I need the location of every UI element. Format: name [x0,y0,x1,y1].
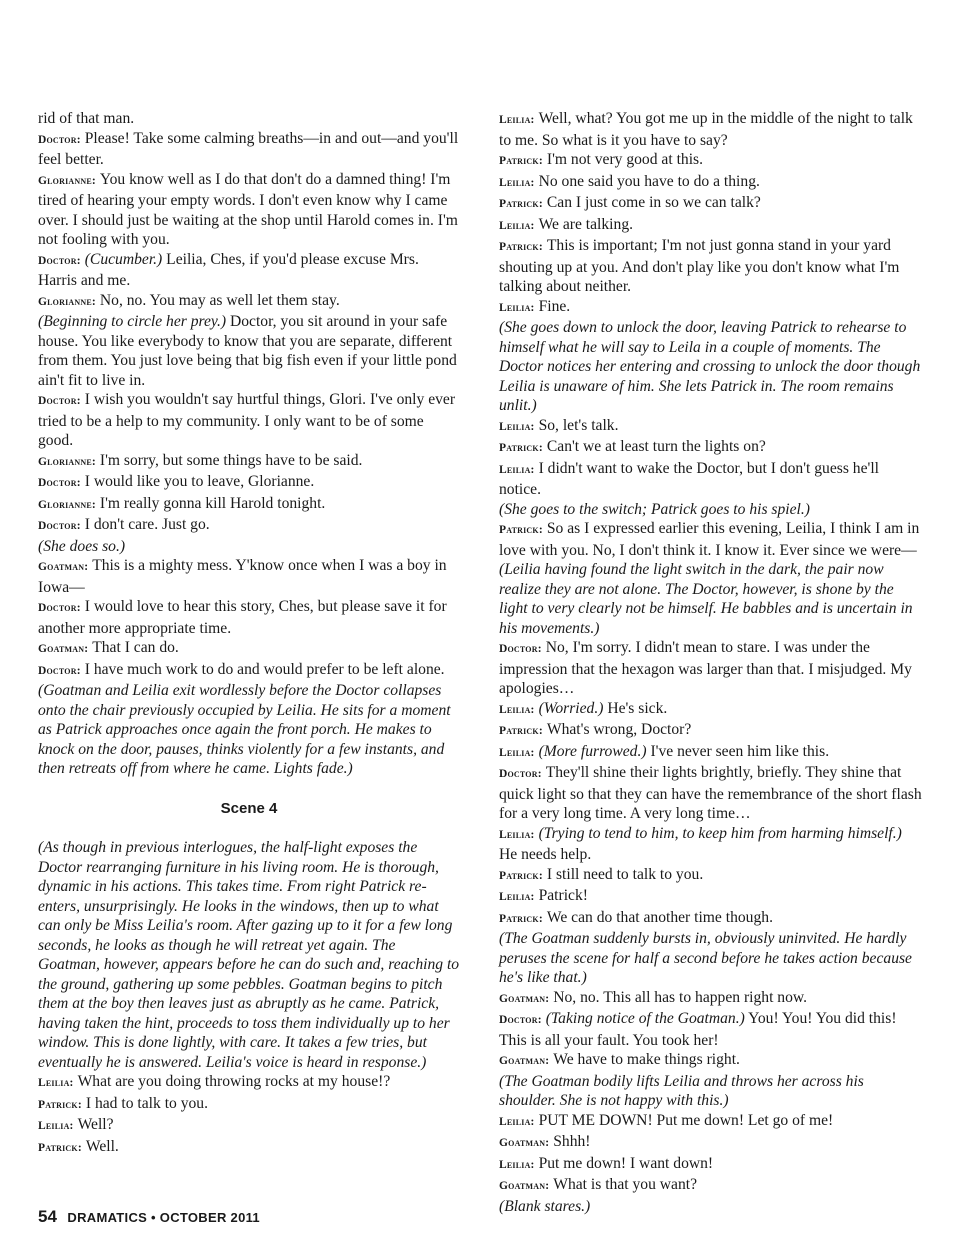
speaker-name: Patrick: [499,725,543,737]
speaker-name: Goatman: [499,1137,550,1149]
speaker-name: Doctor: [38,254,81,267]
stage-direction: (Trying to tend to him, to keep him from harming himself.) [538,824,902,842]
speaker-name: Glorianne: [38,295,96,308]
scene-heading: Scene 4 [220,799,278,817]
stage-direction: (Goatman and Leilia exit wordlessly before the Doctor collapses onto the chair previously occupied by Leilia. He sits for a moment as Patrick approaches once again the front porch. He makes to knock on the door, pauses, thinks violently for a few instants, and then retreats off from where he came. Lights fade.) [38,682,451,777]
dialogue-text: Well? [77,1116,114,1133]
speaker-name: Patrick: [499,869,543,882]
script-line [499,500,923,520]
left-script-block [38,109,460,779]
dialogue-text: This is a mighty mess. Y'know once when I was a boy in Iowa— [38,557,447,596]
dialogue-text: We are talking. [538,215,634,233]
dialogue-text: No one said you have to do a thing. [538,172,760,190]
dialogue-text: I would love to hear this story, Ches, but please save it for another more appropriate time. [38,598,447,637]
dialogue-text: Well, what? You got me up in the middle of the night to talk to me. So what is it you have to say? [499,110,913,149]
script-line [38,597,460,638]
dialogue-text: Put me down! I want down! [538,1154,714,1172]
stage-direction: (Leilia having found the light switch in the dark, the pair now realize they are not alone. The Doctor, however, is shone by the light to very clearly not be himself. He babbles and is uncertain in his movements.) [499,561,913,637]
stage-direction: (The Goatman suddenly bursts in, obviously uninvited. He hardly peruses the scene for half a second before he takes action because he's like that.) [499,930,912,986]
speaker-name: Doctor: [499,643,542,655]
script-line [38,681,460,779]
script-line [38,170,460,250]
script-line [38,838,460,1072]
script-line [499,988,923,1010]
page-number: 54 [38,1207,57,1226]
speaker-name: Leilia: [499,828,535,841]
right-column [499,109,923,1216]
script-line [499,236,923,297]
speaker-name: Goatman: [499,992,550,1005]
script-line [38,660,460,682]
script-line [499,172,923,194]
speaker-name: Leilia: [499,703,535,716]
dialogue-text: PUT ME DOWN! Put me down! Let go of me! [538,1111,834,1129]
script-line [499,1072,923,1111]
script-line [499,699,923,721]
script-line [38,515,460,537]
stage-direction: (Worried.) [538,699,604,717]
dialogue-text: I would like you to leave, Glorianne. [84,473,315,490]
stage-direction: (Cucumber.) [84,250,163,268]
speaker-name: Leilia: [499,1158,535,1171]
speaker-name: Doctor: [499,1014,542,1026]
speaker-name: Leilia: [499,746,535,759]
script-line [38,1094,460,1116]
speaker-name: Leilia: [499,301,535,314]
dialogue-text: Patrick! [538,887,588,904]
script-line [499,318,923,416]
speaker-name: Leilia: [499,420,535,433]
script-line [499,824,923,865]
left-script-block-after [38,838,460,1158]
stage-direction: (Taking notice of the Goatman.) [545,1010,745,1027]
speaker-name: Doctor: [38,395,81,407]
dialogue-text: Can't we at least turn the lights on? [546,438,766,455]
script-line [499,720,923,742]
stage-direction: (Beginning to circle her prey.) [38,313,227,330]
dialogue-text: Shhh! [553,1133,591,1150]
stage-direction: (She goes to the switch; Patrick goes to his spiel.) [499,500,810,518]
speaker-name: Patrick: [499,442,543,454]
speaker-name: Leilia: [499,219,535,232]
magazine-issue: DRAMATICS • OCTOBER 2011 [67,1210,260,1225]
stage-direction: (More furrowed.) [538,742,647,760]
dialogue-text: Fine. [538,297,571,315]
speaker-name: Leilia: [499,114,535,126]
script-line [38,638,460,660]
dialogue-text: I still need to talk to you. [546,865,704,883]
left-column [38,109,460,1158]
speaker-name: Doctor: [38,133,81,146]
script-line [499,1050,923,1072]
dialogue-text: I have much work to do and would prefer to be left alone. [84,660,445,678]
script-line [499,638,923,699]
dialogue-text: What's wrong, Doctor? [546,721,692,738]
script-line [499,908,923,930]
stage-direction: (She goes down to unlock the door, leaving Patrick to rehearse to himself what he will say to Leila in a couple of moments. The Doctor notices her entering and crossing to unlock the door though Leilia is unaware of him. She lets Patrick in. The room remains unlit.) [499,319,921,414]
dialogue-text: He's sick. [607,699,668,717]
script-line [38,250,460,291]
speaker-name: Patrick: [499,241,543,253]
dialogue-text: You! You! You did this! This is all your fault. You took her! [499,1010,897,1049]
script-line [38,390,460,451]
dialogue-text: They'll shine their lights brightly, briefly. They shine that quick light so that they can have the remembrance of the short flash for a very long time. A very long time… [499,764,922,822]
script-line [499,519,923,560]
script-line [499,929,923,988]
script-line [499,215,923,237]
dialogue-text: He needs help. [499,846,592,863]
stage-direction: (The Goatman bodily lifts Leilia and throws her across his shoulder. She is not happy with this.) [499,1072,864,1109]
speaker-name: Doctor: [38,477,81,489]
script-line [499,1175,923,1197]
speaker-name: Doctor: [38,602,81,614]
dialogue-text: What are you doing throwing rocks at my house!? [77,1073,391,1090]
stage-direction: (Blank stares.) [499,1197,591,1215]
script-line [38,1072,460,1094]
script-line [38,472,460,494]
dialogue-text: Please! Take some calming breaths—in and out—and you'll feel better. [38,129,459,168]
dialogue-text: You know well as I do that don't do a damned thing! I'm tired of hearing your empty words. I don't even know why I came over. I should just be waiting at the shop until Harold comes in. I'm not fooling with you. [38,170,458,248]
dialogue-text: No, no. You may as well let them stay. [99,291,340,309]
right-script-block [499,109,923,1216]
script-line [38,312,460,390]
dialogue-text: I'm really gonna kill Harold tonight. [99,494,326,512]
speaker-name: Leilia: [499,463,535,476]
speaker-name: Patrick: [499,524,543,536]
speaker-name: Leilia: [499,891,535,903]
speaker-name: Goatman: [38,561,89,573]
speaker-name: Patrick: [499,198,543,210]
dialogue-text: Well. [85,1137,119,1155]
dialogue-text: That I can do. [92,639,179,656]
script-line [499,459,923,500]
dialogue-text: No, I'm sorry. I didn't mean to stare. I was under the impression that the hexagon was larger than that. I misjudged. My apologies… [499,639,912,697]
speaker-name: Patrick: [38,1098,82,1111]
dialogue-text: We can do that another time though. [546,908,773,926]
dialogue-text: I've never seen him like this. [650,742,830,760]
script-line [499,297,923,319]
speaker-name: Patrick: [499,155,543,167]
dialogue-text: Leilia, Ches, if you'd please excuse Mrs. Harris and me. [38,250,419,289]
stage-direction: (As though in previous interlogues, the half-light exposes the Doctor rearranging furniture in his living room. He is thorough, dynamic in his actions. This takes time. From right Patrick re-enters, unsurprisingly. He looks in the windows, then up to what can only be Miss Leilia's room. After gazing up to it for a few long seconds, he looks as though he will retreat yet again. The Goatman, however, appears before he can do such and, reaching to the ground, gathering up some pebbles. Goatman begins to pitch them at the boy then leaves just as abruptly as he came. Patrick, having taken the hint, proceeds to toss them individually up to her window. This is done lightly, with care. It takes a few tries, but eventually he is answered. Leilia's voice is heard in response.) [38,839,460,1071]
speaker-name: Glorianne: [38,174,96,187]
script-line [499,1197,923,1217]
script-line [38,451,460,473]
speaker-name: Patrick: [499,912,543,925]
speaker-name: Doctor: [38,520,81,532]
dialogue-text: We have to make things right. [553,1051,740,1068]
stage-direction: (She does so.) [38,537,126,555]
script-line [499,560,923,638]
dialogue-text: I didn't want to wake the Doctor, but I don't guess he'll notice. [499,459,879,498]
dialogue-text: So, let's talk. [538,416,619,434]
dialogue-text: What is that you want? [553,1176,698,1193]
dialogue-text: No, no. This all has to happen right now. [553,988,808,1006]
script-line [38,494,460,516]
speaker-name: Glorianne: [38,498,96,511]
dialogue-text: I don't care. Just go. [84,516,210,533]
speaker-name: Leilia: [499,176,535,189]
script-line [38,291,460,313]
dialogue-text: rid of that man. [38,110,135,127]
script-line [499,742,923,764]
script-line [38,129,460,170]
dialogue-text: I'm sorry, but some things have to be said. [99,451,363,469]
script-line [499,437,923,459]
speaker-name: Leilia: [38,1120,74,1132]
script-line [38,1137,460,1159]
dialogue-text: This is important; I'm not just gonna stand in your yard shouting up at you. And don't play like you don't know what I'm talking about neither. [499,237,900,295]
dialogue-text: Can I just come in so we can talk? [546,194,761,211]
speaker-name: Leilia: [38,1077,74,1089]
script-line [499,416,923,438]
speaker-name: Patrick: [38,1141,82,1154]
script-line [499,150,923,172]
speaker-name: Doctor: [38,664,81,677]
speaker-name: Glorianne: [38,455,96,468]
speaker-name: Goatman: [38,643,89,655]
dialogue-text: I had to talk to you. [85,1094,209,1112]
speaker-name: Goatman: [499,1055,550,1067]
script-line [499,1009,923,1050]
page-footer [38,1207,260,1227]
script-line [499,865,923,887]
script-line [38,537,460,557]
script-line [499,886,923,908]
dialogue-text: I'm not very good at this. [546,151,704,168]
script-line [38,109,460,129]
dialogue-text: Doctor, you sit around in your safe house. You like everybody to know that you are separate, different from them. You just love being that big fish even if your little pond ain't fit to live in. [38,313,457,389]
script-line [499,109,923,150]
dialogue-text: I wish you wouldn't say hurtful things, Glori. I've only ever tried to be a help to my community. I only want to be of some good. [38,391,456,449]
dialogue-text: So as I expressed earlier this evening, Leilia, I think I am in love with you. No, I don't think it. I know it. Ever since we were— [499,520,920,559]
script-line [499,1111,923,1133]
script-line [499,763,923,824]
script-line [499,1132,923,1154]
script-line [499,1154,923,1176]
script-line [38,1115,460,1137]
speaker-name: Leilia: [499,1115,535,1128]
speaker-name: Goatman: [499,1180,550,1192]
script-line [499,193,923,215]
script-line [38,556,460,597]
speaker-name: Doctor: [499,768,542,780]
